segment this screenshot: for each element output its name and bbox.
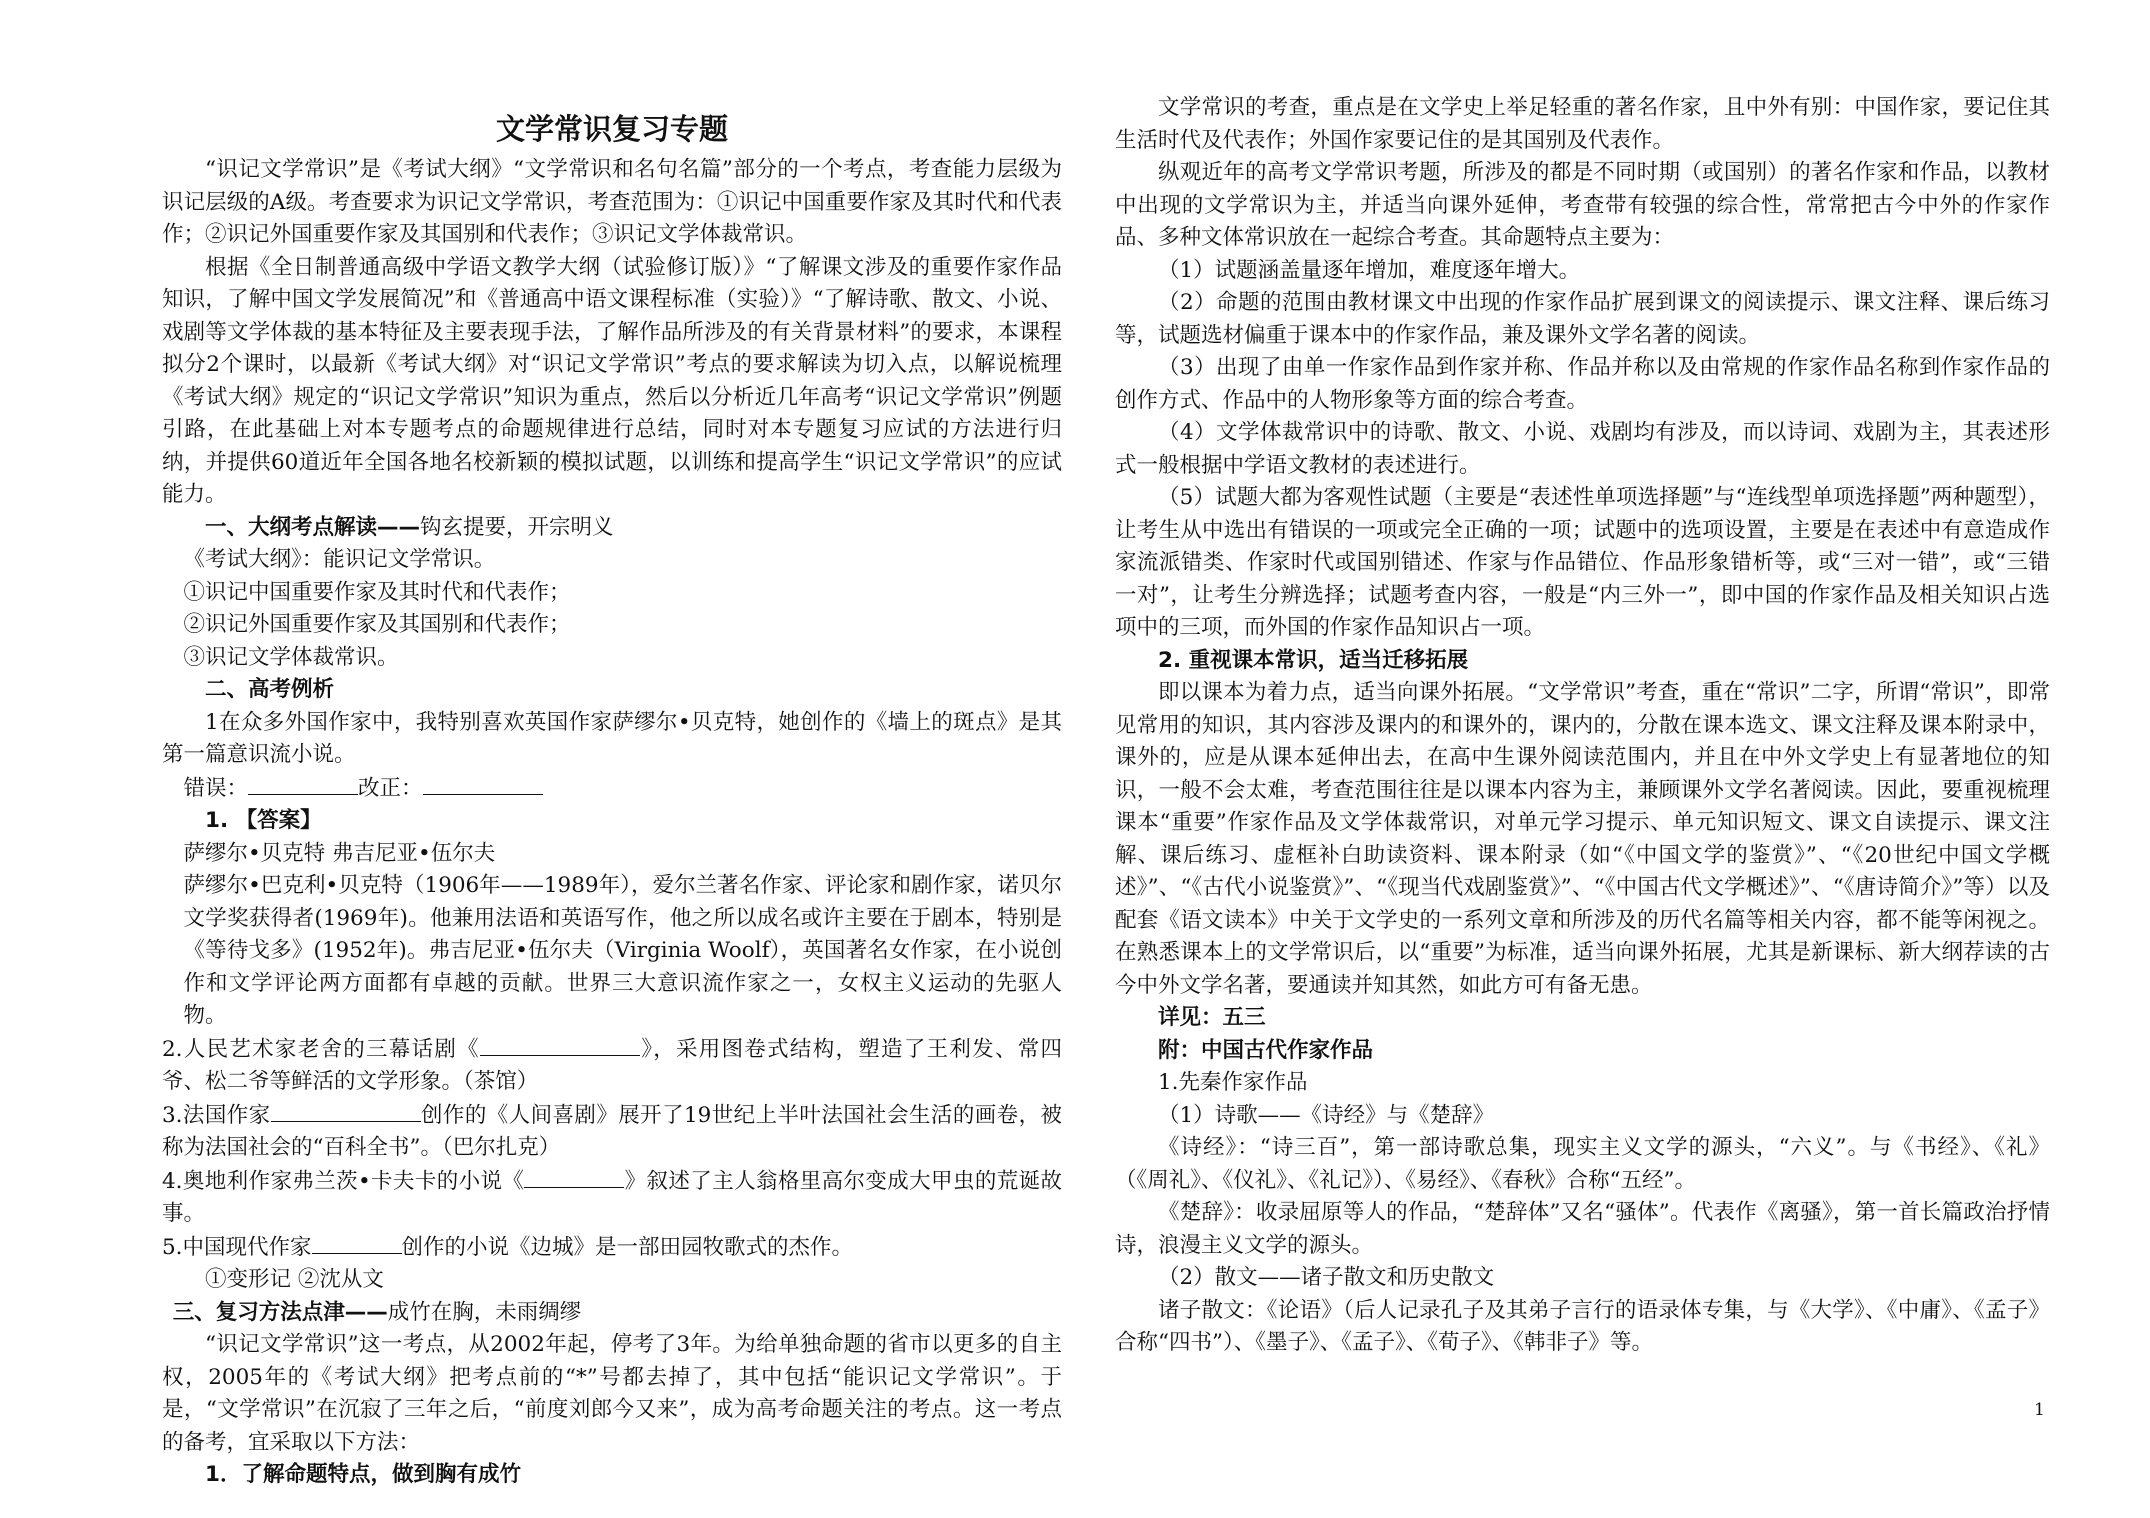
section-2-heading: 二、高考例析 bbox=[205, 677, 335, 702]
fix-label: 改正： bbox=[358, 775, 423, 801]
feature-3: （3）出现了由单一作家作品到作家并称、作品并称以及由常规的作家作品名称到作家作品的创作方式、作品中的人物形象等方面的综合考查。 bbox=[1115, 355, 2050, 413]
question-1: 1在众多外国作家中，我特别喜欢英国作家萨缪尔•贝克特，她创作的《墙上的斑点》是其第一篇意识流小说。 bbox=[162, 709, 1062, 767]
questions-4-5-answer: ①变形记 ②沈从文 bbox=[205, 1267, 384, 1292]
prose-heading: （2）散文——诸子散文和历史散文 bbox=[1158, 1265, 1495, 1290]
feature-5: （5）试题大都为客观性试题（主要是“表述性单项选择题”与“连线型单项选择题”两种题型），让考生从中选出有错误的一项或完全正确的一项；试题中的选项设置，主要是在表述中有意造成作家流派错类、作家时代或国别错述、作家与作品错位、作品形象错析等，或“三对一错”，或“三错一对”，让考生分辨选择；试题考查内容，一般是“内三外一”，即中国的作家作品及相关知识占选项中的三项，而外国的作家作品知识占一项。 bbox=[1115, 485, 2050, 640]
method-1-heading: 1．了解命题特点，做到胸有成竹 bbox=[205, 1462, 521, 1487]
question-4: 4.奥地利作家弗兰茨•卡夫卡的小说《 》叙述了主人翁格里高尔变成大甲虫的荒诞故事。 bbox=[162, 1165, 1062, 1231]
section-1-subtitle: 钩玄提要，开宗明义 bbox=[420, 514, 614, 540]
syllabus-line-1: 《考试大纲》：能识记文学常识。 bbox=[183, 547, 496, 572]
question-3: 3.法国作家 创作的《人间喜剧》展开了19世纪上半叶法国社会生活的画卷，被称为法国社会的“百科全书”。（巴尔扎克） bbox=[162, 1099, 1062, 1165]
section-3-heading bbox=[162, 1297, 1062, 1330]
answer-heading: 1. 【答案】 bbox=[205, 808, 322, 833]
syllabus-line-3: ②识记外国重要作家及其国别和代表作； bbox=[183, 612, 571, 637]
question-5-blank bbox=[312, 1231, 402, 1254]
section-3-subtitle: 成竹在胸，未雨绸缪 bbox=[387, 1299, 582, 1325]
method-2-paragraph: 即以课本为着力点，适当向课外拓展。“文学常识”考查，重在“常识”二字，所谓“常识”，即常见常用的知识，其内容涉及课内的和课外的，课内的，分散在课本选文、课文注释及课本附录中，课外的，应是从课本延伸出去，在高中生课外阅读范围内，并且在中外文学史上有显著地位的知识，一般不会太难，考查范围往往是以课本内容为主，兼顾课外文学名著阅读。因此，要重视梳理课本“重要”作家作品及文学体裁常识，对单元学习提示、单元知识短文、课文自读提示、课文注解、课后练习、虚框补白助读资料、课本附录（如“《中国文学的鉴赏》”、“《20世纪中国文学概述》”、“《古代小说鉴赏》”、“《现当代戏剧鉴赏》”、“《中国古代文学概述》”、“《唐诗简介》”等）以及配套《语文读本》中关于文学史的一系列文章和所涉及的历代名篇等相关内容，都不能等闲视之。在熟悉课本上的文学常识后，以“重要”为标准，适当向课外拓展，尤其是新课标、新大纲荐读的古今中外文学名著，要通读并知其然，如此方可有备无患。 bbox=[1115, 680, 2050, 998]
feature-4: （4）文学体裁常识中的诗歌、散文、小说、戏剧均有涉及，而以诗词、戏剧为主，其表述形式一般根据中学语文教材的表述进行。 bbox=[1115, 420, 2050, 478]
shijing-paragraph: 《诗经》：“诗三百”，第一部诗歌总集，现实主义文学的源头，“六义”。与《书经》、《礼》（《周礼》、《仪礼》、《礼记》）、《易经》、《春秋》合称“五经”。 bbox=[1115, 1135, 2050, 1193]
document-title: 文学常识复习专题 bbox=[495, 112, 728, 146]
fix-blank bbox=[423, 772, 543, 795]
page-number: 1 bbox=[2034, 1400, 2045, 1420]
feature-1: （1）试题涵盖量逐年增加，难度逐年增大。 bbox=[1158, 257, 1581, 283]
feature-2: （2）命题的范围由教材课文中出现的作家作品扩展到课文的阅读提示、课文注释、课后练习等，试题选材偏重于课本中的作家作品，兼及课外文学名著的阅读。 bbox=[1115, 290, 2050, 348]
section-1-heading bbox=[162, 512, 1062, 545]
question-2-blank bbox=[480, 1033, 640, 1056]
syllabus-line-2: ①识记中国重要作家及其时代和代表作； bbox=[183, 579, 571, 605]
exam-overview-paragraph: 纵观近年的高考文学常识考题，所涉及的都是不同时期（或国别）的著名作家和作品，以教材中出现的文学常识为主，并适当向课外延伸，考查带有较强的综合性，常常把古今中外的作家作品、多种文体常识放在一起综合考查。其命题特点主要为： bbox=[1115, 160, 2050, 250]
chuci-paragraph: 《楚辞》：收录屈原等人的作品，“楚辞体”又名“骚体”。代表作《离骚》，第一首长篇政治抒情诗，浪漫主义文学的源头。 bbox=[1115, 1200, 2050, 1258]
intro-paragraph-2: 根据《全日制普通高级中学语文教学大纲（试验修订版）》“了解课文涉及的重要作家作品知识，了解中国文学发展简况”和《普通高中语文课程标准（实验）》“了解诗歌、散文、小说、戏剧等文学体裁的基本特征及主要表现手法，了解作品所涉及的有关背景材料”的要求，本课程拟分2个课时，以最新《考试大纲》对“识记文学常识”考点的要求解读为切入点，以解说梳理《考试大纲》规定的“识记文学常识”知识为重点，然后以分析近几年高考“识记文学常识”例题引路，在此基础上对本专题考点的命题规律进行总结，同时对本专题复习应试的方法进行归纳，并提供60道近年全国各地名校新颖的模拟试题，以训练和提高学生“识记文学常识”的应试能力。 bbox=[162, 254, 1062, 507]
error-blank bbox=[248, 772, 358, 795]
answer-1: 萨缪尔•贝克特 弗吉尼亚•伍尔夫 bbox=[183, 840, 496, 866]
poetry-heading: （1）诗歌——《诗经》与《楚辞》 bbox=[1158, 1102, 1495, 1128]
zhuzi-paragraph: 诸子散文：《论语》（后人记录孔子及其弟子言行的语录体专集，与《大学》、《中庸》、《孟子》合称“四书”）、《墨子》、《孟子》、《荀子》、《韩非子》等。 bbox=[1115, 1297, 2050, 1355]
appendix-heading: 附：中国古代作家作品 bbox=[1158, 1037, 1374, 1063]
right-column bbox=[1115, 92, 2050, 1360]
question-3-blank bbox=[271, 1099, 421, 1122]
syllabus-line-4: ③识记文学体裁常识。 bbox=[183, 644, 399, 670]
question-2: 2.人民艺术家老舍的三幕话剧《 》，采用图卷式结构，塑造了王利发、常四爷、松二爷等鲜活的文学形象。（茶馆） bbox=[162, 1033, 1062, 1099]
answer-1-explanation: 萨缪尔•巴克利•贝克特（1906年——1989年），爱尔兰著名作家、评论家和剧作家，诺贝尔文学奖获得者(1969年)。他兼用法语和英语写作，他之所以成名或许主要在于剧本，特别是《等待戈多》(1952年)。弗吉尼亚•伍尔夫（Virginia Woolf），英国著名女作家，在小说创作和文学评论两方面都有卓越的贡献。世界三大意识流作家之一，女权主义运动的先驱人物。 bbox=[183, 873, 1062, 1028]
method-2-heading: 2. 重视课本常识，适当迁移拓展 bbox=[1158, 647, 1469, 673]
see-reference: 详见：五三 bbox=[1158, 1005, 1266, 1030]
left-column bbox=[162, 92, 1062, 1492]
section-3-title: 三、复习方法点津—— bbox=[172, 1299, 388, 1325]
intro-paragraph-1: “识记文学常识”是《考试大纲》“文学常识和名句名篇”部分的一个考点，考查能力层级为识记层级的A级。考查要求为识记文学常识，考查范围为：①识记中国重要作家及其时代和代表作；②识记外国重要作家及其国别和代表作；③识记文学体裁常识。 bbox=[162, 157, 1062, 247]
section-3-paragraph: “识记文学常识”这一考点，从2002年起，停考了3年。为给单独命题的省市以更多的自主权，2005年的《考试大纲》把考点前的“*”号都去掉了，其中包括“能识记文学常识”。于是，“文学常识”在沉寂了三年之后，“前度刘郎今又来”，成为高考命题关注的考点。这一考点的备考，宜采取以下方法： bbox=[162, 1332, 1062, 1455]
error-label: 错误： bbox=[183, 775, 249, 801]
section-1-title: 一、大纲考点解读—— bbox=[205, 514, 421, 540]
exam-focus-paragraph: 文学常识的考查，重点是在文学史上举足轻重的著名作家，且中外有别：中国作家，要记住其生活时代及代表作；外国作家要记住的是其国别及代表作。 bbox=[1115, 95, 2050, 153]
question-1-blanks bbox=[162, 772, 1062, 806]
pre-qin-heading: 1.先秦作家作品 bbox=[1158, 1070, 1308, 1095]
question-4-blank bbox=[524, 1165, 624, 1188]
question-5: 5.中国现代作家 创作的小说《边城》是一部田园牧歌式的杰作。 bbox=[162, 1231, 1062, 1265]
